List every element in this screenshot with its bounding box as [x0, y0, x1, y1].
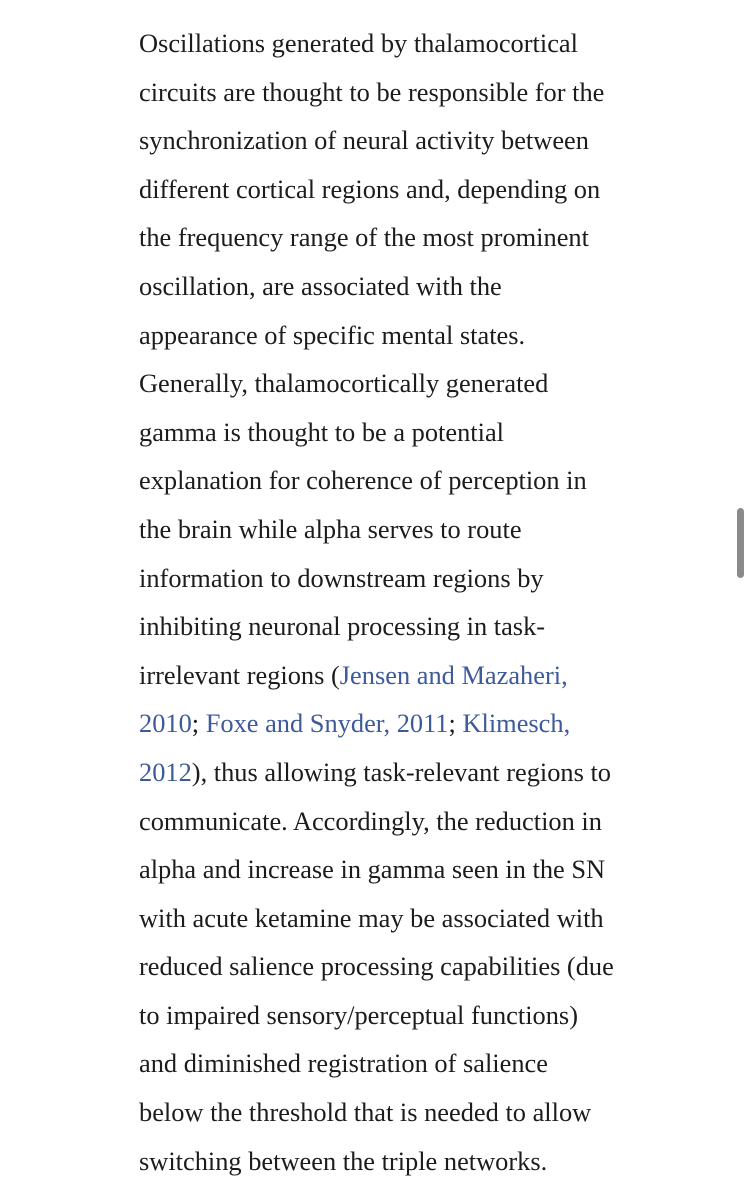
text-line: switching between the triple networks.	[139, 1145, 548, 1176]
text-segment: irrelevant regions (	[139, 659, 340, 690]
text-line: gamma is thought to be a potential	[139, 416, 504, 447]
text-line: alpha and increase in gamma seen in the SN	[139, 854, 606, 885]
text-line: communicate. Accordingly, the reduction in	[139, 805, 602, 836]
text-line: synchronization of neural activity between	[139, 125, 589, 156]
text-line-with-citation	[139, 651, 659, 700]
citation-link-jensen-mazaheri[interactable]: Jensen and Mazaheri,	[339, 659, 568, 690]
text-line-with-citation	[139, 699, 659, 748]
text-line: the frequency range of the most prominent	[139, 222, 589, 253]
text-line: Oscillations generated by thalamocortical	[139, 28, 578, 58]
text-line: Generally, thalamocortically generated	[139, 368, 549, 399]
text-segment: ;	[191, 708, 206, 739]
article-paragraph	[139, 19, 659, 1185]
text-line: with acute ketamine may be associated with	[139, 902, 604, 933]
text-line: different cortical regions and, depending on	[139, 173, 601, 204]
citation-link-klimesch[interactable]: Klimesch,	[462, 708, 571, 739]
text-line: oscillation, are associated with the	[139, 270, 502, 301]
citation-link-klimesch-year[interactable]: 2012	[139, 756, 192, 787]
text-line: and diminished registration of salience	[139, 1048, 548, 1079]
text-line-with-citation	[139, 748, 659, 797]
text-line: to impaired sensory/perceptual functions)	[139, 999, 578, 1030]
scrollbar-thumb[interactable]	[737, 508, 744, 578]
text-line: reduced salience processing capabilities (due	[139, 951, 614, 982]
text-segment: ;	[448, 708, 463, 739]
citation-link-jensen-mazaheri-year[interactable]: 2010	[139, 708, 192, 739]
text-line: inhibiting neuronal processing in task-	[139, 611, 546, 642]
text-line: information to downstream regions by	[139, 562, 544, 593]
text-line: circuits are thought to be responsible for the	[139, 76, 605, 107]
text-line: below the threshold that is needed to allow	[139, 1097, 592, 1128]
citation-link-foxe-snyder[interactable]: Foxe and Snyder, 2011	[205, 708, 449, 739]
text-line: appearance of specific mental states.	[139, 319, 526, 350]
text-segment: ), thus allowing task-relevant regions to	[191, 756, 612, 787]
text-line: explanation for coherence of perception in	[139, 465, 587, 496]
text-line: the brain while alpha serves to route	[139, 513, 522, 544]
